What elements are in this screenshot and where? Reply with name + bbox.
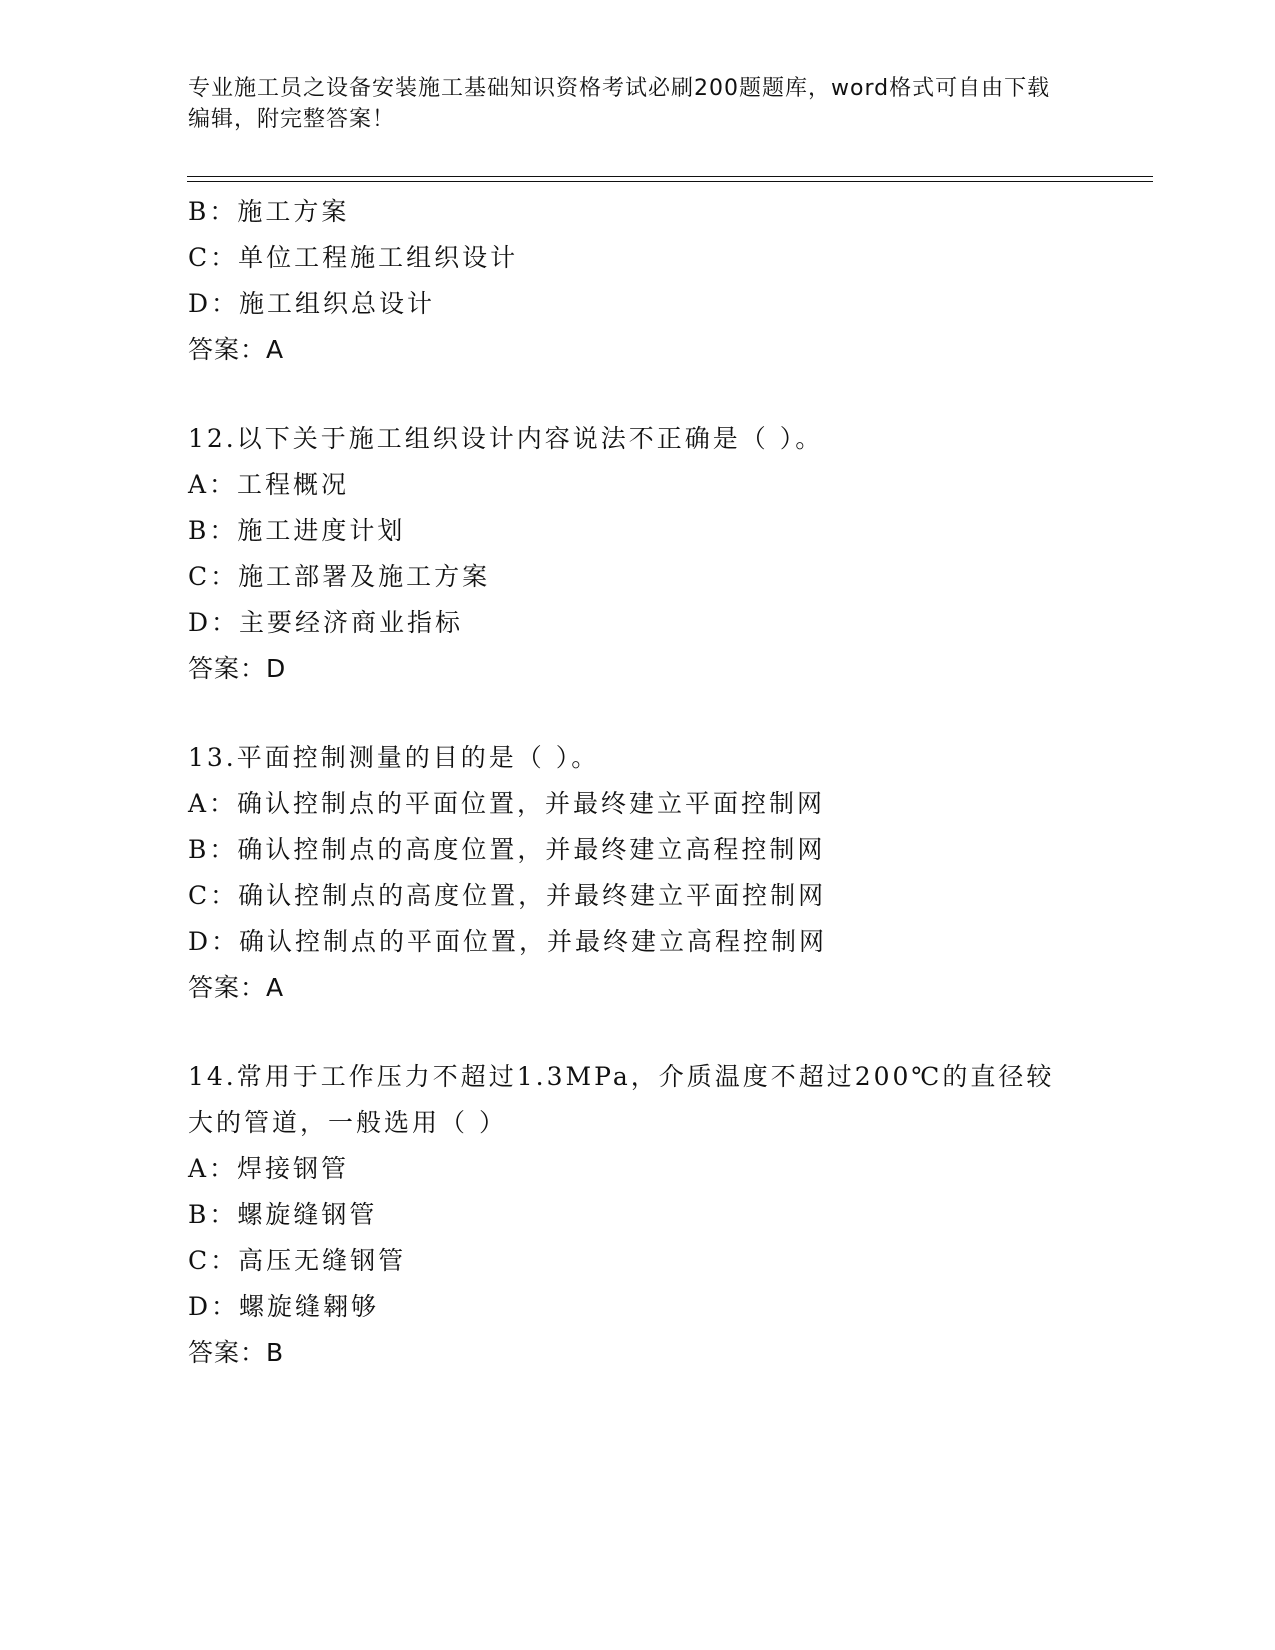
option-d: D：确认控制点的平面位置，并最终建立高程控制网 [188,927,828,956]
question-stem: 14.常用于工作压力不超过1.3MPa，介质温度不超过200℃的直径较大的管道，一般选用（ ） [188,1062,1055,1137]
option-a: A：确认控制点的平面位置，并最终建立平面控制网 [188,789,826,818]
answer: 答案：D [188,654,287,683]
answer: 答案：A [188,335,285,364]
spacer [188,692,1088,735]
answer: 答案：B [188,1338,285,1367]
option-c: C：确认控制点的高度位置，并最终建立平面控制网 [188,881,827,910]
option-c: C：单位工程施工组织设计 [188,243,519,272]
option-d: D：主要经济商业指标 [188,608,464,637]
option-d: D：施工组织总设计 [188,289,436,318]
document-header [188,73,1068,135]
option-a: A：焊接钢管 [188,1154,350,1183]
option-b: B：施工进度计划 [188,516,406,545]
question-14 [188,1054,1088,1376]
question-stem: 12.以下关于施工组织设计内容说法不正确是（ ）。 [188,424,824,453]
header-rule-bottom [187,181,1153,182]
question-content [188,189,1088,1376]
spacer [188,1011,1088,1054]
header-text: 专业施工员之设备安装施工基础知识资格考试必刷200题题库，word格式可自由下载编辑，附完整答案！ [188,76,1051,132]
option-d: D：螺旋缝翱够 [188,1292,380,1321]
option-a: A：工程概况 [188,470,350,499]
option-b: B：确认控制点的高度位置，并最终建立高程控制网 [188,835,826,864]
option-c: C：施工部署及施工方案 [188,562,491,591]
option-b: B：螺旋缝钢管 [188,1200,378,1229]
question-13 [188,735,1088,1011]
header-rule-top [187,176,1153,177]
option-b: B：施工方案 [188,197,350,226]
question-12 [188,416,1088,692]
option-c: C：高压无缝钢管 [188,1246,407,1275]
spacer [188,373,1088,416]
question-11-tail [188,189,1088,373]
question-stem: 13.平面控制测量的目的是（ ）。 [188,743,600,772]
answer: 答案：A [188,973,285,1002]
